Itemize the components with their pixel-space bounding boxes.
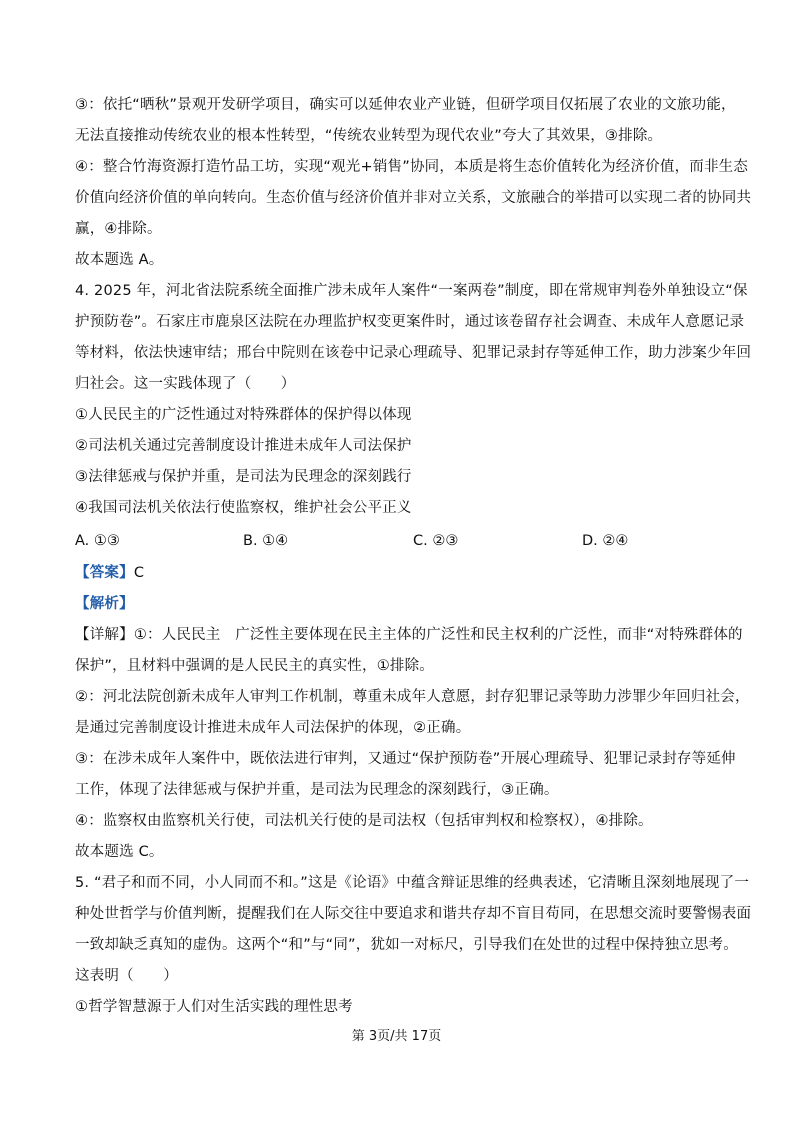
q4-statement-2: ②司法机关通过完善制度设计推进未成年人司法保护 — [75, 438, 412, 454]
q3-analysis-point4-line1: ④：整合竹海资源打造竹品工坊，实现“观光+销售”协同，本质是将生态价值转化为经济价值，而非生态 — [75, 159, 749, 175]
q4-statement-4: ④我国司法机关依法行使监察权，维护社会公平正义 — [75, 500, 412, 516]
q4-statement-1: ①人民民主的广泛性通过对特殊群体的保护得以体现 — [75, 407, 412, 423]
q4-option-d: D. ②④ — [582, 533, 629, 549]
q5-stem-line3: 一致却缺乏真知的虚伪。这两个“和”与“同”，犹如一对标尺，引导我们在处世的过程中保持独立思考。 — [75, 937, 738, 953]
q4-detail-point1-line1 — [75, 625, 743, 645]
q3-analysis-point3-line2: 无法直接推动传统农业的根本性转型，“传统农业转型为现代农业”夸大了其效果，③排除。 — [75, 128, 663, 144]
q4-stem-line3: 等材料，依法快速审结；邢台中院则在该卷中记录心理疏导、犯罪记录封存等延伸工作，助力涉案少年回 — [75, 345, 752, 361]
q4-conclusion: 故本题选 C。 — [75, 844, 164, 860]
q4-statement-3: ③法律惩戒与保护并重，是司法为民理念的深刻践行 — [75, 469, 412, 485]
q4-option-c: C. ②③ — [413, 533, 459, 549]
analysis-tag: 【解析】 — [75, 596, 134, 612]
detail-tag: 【详解】 — [75, 627, 134, 643]
q4-detail-point3-line2: 工作，体现了法律惩戒与保护并重，是司法为民理念的深刻践行，③正确。 — [75, 782, 559, 798]
answer-value: C — [133, 565, 145, 581]
q3-analysis-point3-line1: ③：依托“晒秋”景观开发研学项目，确实可以延伸农业产业链，但研学项目仅拓展了农业的文旅功能， — [75, 97, 736, 113]
q4-detail-point4-line1: ④：监察权由监察机关行使，司法机关行使的是司法权（包括审判权和检察权），④排除。 — [75, 813, 653, 829]
q4-detail-point3-line1: ③：在涉未成年人案件中，既依法进行审判，又通过“保护预防卷”开展心理疏导、犯罪记录封存等延伸 — [75, 751, 736, 767]
q5-stem-line4: 这表明（ ） — [75, 968, 178, 984]
q5-stem-line1: 5. “君子和而不同，小人同而不和。”这是《论语》中蕴含辩证思维的经典表述，它清晰且深刻地展现了一 — [75, 875, 750, 891]
q5-stem-line2: 种处世哲学与价值判断，提醒我们在人际交往中要追求和谐共存却不盲目苟同，在思想交流时要警惕表面 — [75, 906, 752, 922]
q3-analysis-point4-line3: 赢，④排除。 — [75, 221, 162, 237]
q4-detail-point1-line2: 保护”，且材料中强调的是人民民主的真实性，①排除。 — [75, 658, 435, 674]
q3-analysis-point4-line2: 价值向经济价值的单向转向。生态价值与经济价值并非对立关系，文旅融合的举措可以实现二者的协同共 — [75, 190, 752, 206]
q3-conclusion: 故本题选 A。 — [75, 252, 164, 268]
q4-answer — [75, 563, 725, 583]
q4-detail-point2-line1: ②：河北法院创新未成年人审判工作机制，尊重未成年人意愿，封存犯罪记录等助力涉罪少年回归社会， — [75, 689, 750, 705]
q4-stem-line1: 4. 2025 年，河北省法院系统全面推广涉未成年人案件“一案两卷”制度，即在常规审判卷外单独设立“保 — [75, 283, 748, 299]
q4-option-a: A. ①③ — [75, 533, 120, 549]
q4-analysis-heading — [75, 594, 725, 614]
q4-option-b: B. ①④ — [243, 533, 289, 549]
q4-stem-line2: 护预防卷”。石家庄市鹿泉区法院在办理监护权变更案件时，通过该卷留存社会调查、未成年人意愿记录 — [75, 314, 745, 330]
q5-statement-1: ①哲学智慧源于人们对生活实践的理性思考 — [75, 999, 353, 1015]
detail-point1-text: ①：人民民主 广泛性主要体现在民主主体的广泛性和民主权利的广泛性，而非“对特殊群体的 — [133, 627, 743, 643]
q4-detail-point2-line2: 是通过完善制度设计推进未成年人司法保护的体现，②正确。 — [75, 720, 471, 736]
q4-stem-line4: 归社会。这一实践体现了（ ） — [75, 376, 296, 392]
answer-tag: 【答案】 — [75, 565, 134, 581]
page-footer: 第 3页/共 17页 — [351, 1029, 442, 1044]
